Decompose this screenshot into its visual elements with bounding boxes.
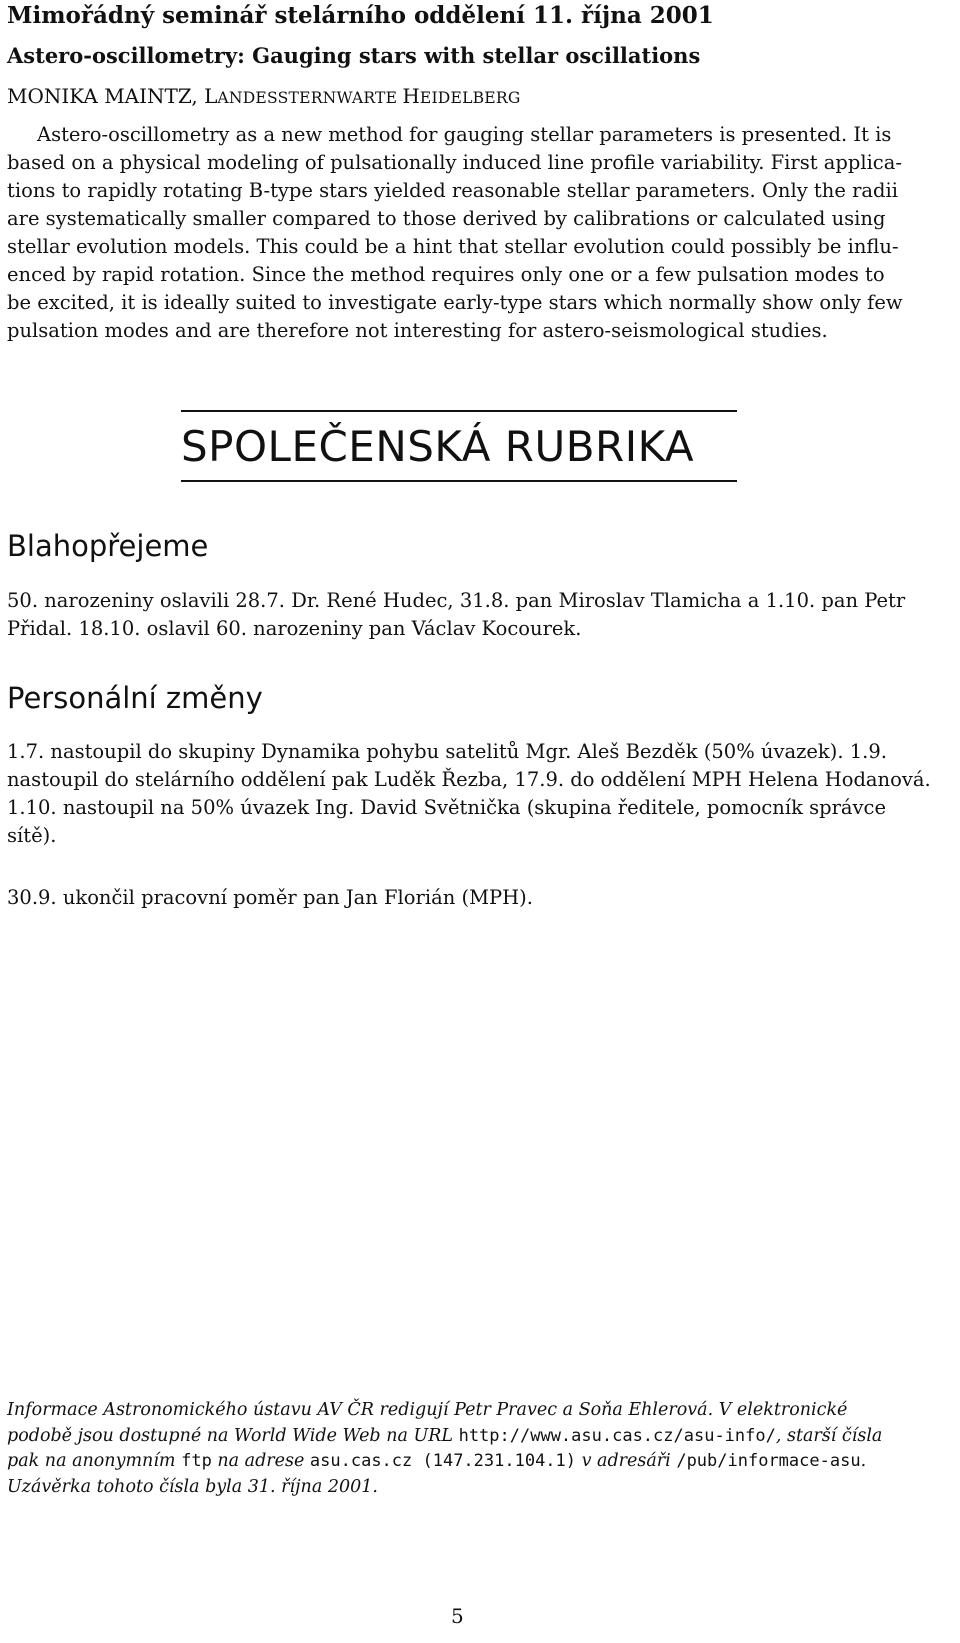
colophon-text: v adresáři [576,1451,677,1471]
speaker-institute-part-1: ANDESSTERNWARTE [217,89,403,107]
abstract-line: based on a physical modeling of pulsationally induced line profile variability. First applica- [7,151,902,174]
abstract-line: tions to rapidly rotating B-type stars yielded reasonable stellar parameters. Only the radii [7,179,898,202]
abstract-line: enced by rapid rotation. Since the method requires only one or a few pulsation modes to [7,263,885,286]
colophon-line-4: Uzávěrka tohoto čísla byla 31. října 2001. [7,1476,378,1497]
abstract-line: Astero-oscillometry as a new method for gauging stellar parameters is presented. It is [37,123,892,146]
abstract-line: be excited, it is ideally suited to investigate early-type stars which normally show only few [7,291,903,314]
congrats-heading: Blahopřejeme [7,529,209,563]
heading-bottom-rule [181,480,737,482]
personnel-line: 1.7. nastoupil do skupiny Dynamika pohybu satelitů Mgr. Aleš Bezděk (50% úvazek). 1.9. [7,740,887,763]
colophon [7,1398,921,1500]
ftp-label: ftp [181,1451,212,1471]
speaker-institute-initial-2: H [402,84,420,108]
talk-title: Astero-oscillometry: Gauging stars with stellar oscillations [7,43,701,68]
colophon-text: . [860,1451,867,1471]
seminar-title: Mimořádný seminář stelárního oddělení 11. října 2001 [7,2,714,29]
page-number: 5 [451,1604,464,1628]
congrats-line: 50. narozeniny oslavili 28.7. Dr. René Hudec, 31.8. pan Miroslav Tlamicha a 1.10. pan Petr [7,589,906,612]
asu-info-url-link[interactable]: http://www.asu.cas.cz/asu-info/ [458,1425,776,1446]
ftp-host: asu.cas.cz (147.231.104.1) [309,1451,577,1471]
colophon-line-1: Informace Astronomického ústavu AV ČR redigují Petr Pravec a Soňa Ehlerová. V elektronické [7,1400,848,1420]
colophon-line-2 [7,1424,921,1450]
speaker-institute-initial-1: L [204,84,218,108]
colophon-line-3 [7,1449,921,1475]
leaving-line: 30.9. ukončil pracovní poměr pan Jan Florián (MPH). [7,886,533,909]
colophon-text: na adrese [211,1451,310,1471]
heading-top-rule [181,410,737,412]
abstract-line: are systematically smaller compared to those derived by calibrations or calculated using [7,207,886,230]
speaker-line [7,84,520,108]
social-section-heading: SPOLEČENSKÁ RUBRIKA [181,422,695,471]
personnel-text [7,738,931,850]
congrats-line: Přidal. 18.10. oslavil 60. narozeniny pan Václav Kocourek. [7,617,582,640]
colophon-text: pak na anonymním [7,1451,182,1471]
speaker-name: MONIKA MAINTZ, [7,84,205,108]
abstract-line: stellar evolution models. This could be a hint that stellar evolution could possibly be influ- [7,235,899,258]
colophon-text: podobě jsou dostupné na World Wide Web na URL [7,1425,459,1446]
personnel-line: nastoupil do stelárního oddělení pak Luděk Řezba, 17.9. do oddělení MPH Helena Hodanová. [7,768,931,791]
congrats-text [7,587,921,643]
abstract-line: pulsation modes and are therefore not interesting for astero-seismological studies. [7,319,828,342]
colophon-text: , starší čísla [775,1425,883,1446]
speaker-institute-part-2: EIDELBERG [419,89,521,107]
abstract [7,121,921,345]
personnel-line: sítě). [7,824,57,847]
personnel-heading: Personální změny [7,681,263,715]
ftp-directory: /pub/informace-asu [676,1451,861,1471]
personnel-line: 1.10. nastoupil na 50% úvazek Ing. David Světnička (skupina ředitele, pomocník správce [7,796,887,819]
